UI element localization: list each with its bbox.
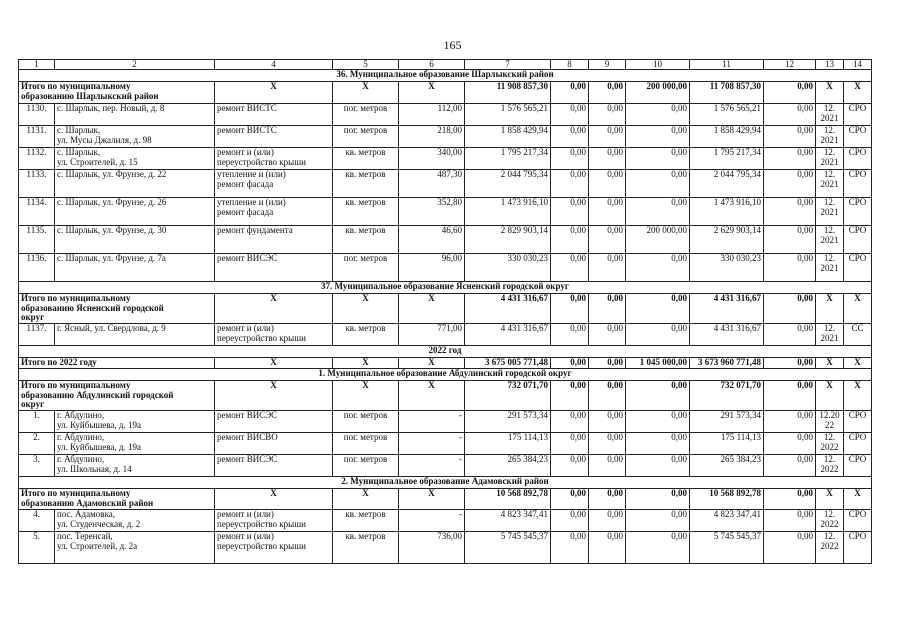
table-cell: с. Шарлык, пер. Новый, д. 8 <box>55 104 215 126</box>
table-cell: пос. Теренсай, ул. Строителей, д. 2а <box>55 532 215 564</box>
table-cell: 1133. <box>19 170 55 198</box>
total-cell: 10 568 892,78 <box>465 489 551 510</box>
table-cell: 0,00 <box>551 532 589 564</box>
table-cell: 0,00 <box>551 433 589 455</box>
table-cell: ремонт и (или) переустройство крыши <box>215 532 333 564</box>
table-cell: 0,00 <box>551 510 589 532</box>
table-cell: 1 858 429,94 <box>690 126 764 148</box>
table-cell: СРО <box>844 510 872 532</box>
table-cell: 2 629 903,14 <box>690 226 764 254</box>
total-cell: 4 431 316,67 <box>690 294 764 324</box>
table-cell: 0,00 <box>764 198 816 226</box>
table-cell: 12. 2021 <box>816 104 844 126</box>
table-cell: 0,00 <box>551 324 589 346</box>
total-cell: 0,00 <box>764 381 816 411</box>
table-cell: утепление и (или) ремонт фасада <box>215 198 333 226</box>
table-cell: пос. Адамовка, ул. Студенческая, д. 2 <box>55 510 215 532</box>
table-cell: кв. метров <box>333 198 399 226</box>
total-cell: Х <box>333 489 399 510</box>
table-cell: 0,00 <box>626 532 690 564</box>
table-cell: 0,00 <box>589 324 626 346</box>
table-cell: 0,00 <box>626 433 690 455</box>
table-cell: СРО <box>844 226 872 254</box>
table-cell: ремонт ВИСЭС <box>215 254 333 282</box>
table-cell: 12. 2021 <box>816 148 844 170</box>
table-cell: утепление и (или) ремонт фасада <box>215 170 333 198</box>
table-cell: 12.20 22 <box>816 411 844 433</box>
column-number: 1 <box>19 60 55 70</box>
total-label: Итого по муниципальному образованию Адамовский район <box>19 489 215 510</box>
table-cell: 0,00 <box>626 148 690 170</box>
total-cell: Х <box>333 294 399 324</box>
table-cell: 0,00 <box>764 532 816 564</box>
total-label: Итого по 2022 году <box>19 358 215 369</box>
table-cell: 46,60 <box>399 226 465 254</box>
table-cell: 0,00 <box>589 433 626 455</box>
total-cell: 0,00 <box>551 381 589 411</box>
total-row <box>19 381 872 411</box>
table-cell: 291 573,34 <box>465 411 551 433</box>
table-cell: СРО <box>844 148 872 170</box>
column-number: 5 <box>333 60 399 70</box>
total-cell: 0,00 <box>589 381 626 411</box>
table-cell: 291 573,34 <box>690 411 764 433</box>
table-cell: ремонт ВИСЭС <box>215 455 333 477</box>
table-row <box>19 126 872 148</box>
table-cell: 0,00 <box>764 324 816 346</box>
total-cell: Х <box>399 294 465 324</box>
table-cell: 0,00 <box>589 254 626 282</box>
total-cell: 732 071,70 <box>690 381 764 411</box>
table-cell: 4. <box>19 510 55 532</box>
total-cell: 0,00 <box>626 489 690 510</box>
table-row <box>19 433 872 455</box>
table-cell: пог. метров <box>333 433 399 455</box>
table-cell: 1130. <box>19 104 55 126</box>
table-cell: кв. метров <box>333 226 399 254</box>
total-cell: Х <box>215 489 333 510</box>
table-cell: с. Шарлык, ул. Строителей, д. 15 <box>55 148 215 170</box>
table-cell: 0,00 <box>551 226 589 254</box>
total-cell: 0,00 <box>551 358 589 369</box>
table-cell: 12. 2021 <box>816 226 844 254</box>
total-cell: Х <box>816 358 844 369</box>
table-cell: ремонт ВИСЭС <box>215 411 333 433</box>
table-cell: ремонт фундамента <box>215 226 333 254</box>
table-cell: СРО <box>844 104 872 126</box>
table-cell: 0,00 <box>589 532 626 564</box>
table-cell: 0,00 <box>626 254 690 282</box>
table-cell: 1132. <box>19 148 55 170</box>
table-cell: 0,00 <box>764 510 816 532</box>
table-cell: 2 044 795,34 <box>465 170 551 198</box>
table-cell: 736,00 <box>399 532 465 564</box>
table-cell: 340,00 <box>399 148 465 170</box>
table-cell: кв. метров <box>333 324 399 346</box>
table-cell: 0,00 <box>764 455 816 477</box>
table-cell: 0,00 <box>626 198 690 226</box>
total-cell: 0,00 <box>764 294 816 324</box>
table-cell: 265 384,23 <box>465 455 551 477</box>
table-cell: СС <box>844 324 872 346</box>
table-cell: г. Ясный, ул. Свердлова, д. 9 <box>55 324 215 346</box>
total-row <box>19 294 872 324</box>
total-cell: Х <box>399 82 465 104</box>
column-number: 14 <box>844 60 872 70</box>
total-cell: Х <box>399 381 465 411</box>
table-cell: ремонт и (или) переустройство крыши <box>215 324 333 346</box>
table-cell: 0,00 <box>589 411 626 433</box>
table-cell: 1 576 565,21 <box>465 104 551 126</box>
table-cell: 1 473 916,10 <box>690 198 764 226</box>
total-cell: Х <box>215 82 333 104</box>
total-cell: 732 071,70 <box>465 381 551 411</box>
table-cell: пог. метров <box>333 411 399 433</box>
table-cell: кв. метров <box>333 148 399 170</box>
total-cell: 3 675 005 771,48 <box>465 358 551 369</box>
total-cell: 11 908 857,30 <box>465 82 551 104</box>
section-title: 1. Муниципальное образование Абдулинский городской округ <box>19 369 872 381</box>
table-cell: 771,00 <box>399 324 465 346</box>
total-cell: Х <box>844 82 872 104</box>
table-cell: с. Шарлык, ул. Фрунзе, д. 30 <box>55 226 215 254</box>
table-cell: 4 823 347,41 <box>690 510 764 532</box>
table-cell: ремонт и (или) переустройство крыши <box>215 148 333 170</box>
table-cell: 330 030,23 <box>690 254 764 282</box>
column-number: 11 <box>690 60 764 70</box>
table-cell: 0,00 <box>764 433 816 455</box>
column-number: 8 <box>551 60 589 70</box>
section-title: 2022 год <box>19 346 872 358</box>
total-cell: Х <box>333 381 399 411</box>
table-cell: 2 044 795,34 <box>690 170 764 198</box>
table-cell: 0,00 <box>764 254 816 282</box>
total-row <box>19 82 872 104</box>
total-cell: Х <box>816 381 844 411</box>
table-cell: 12. 2021 <box>816 126 844 148</box>
table-cell: 1 576 565,21 <box>690 104 764 126</box>
total-cell: Х <box>844 294 872 324</box>
table-cell: с. Шарлык, ул. Мусы Джалиля, д. 98 <box>55 126 215 148</box>
total-cell: 0,00 <box>626 294 690 324</box>
table-cell: 0,00 <box>626 126 690 148</box>
total-cell: 0,00 <box>626 381 690 411</box>
total-cell: Х <box>215 358 333 369</box>
table-cell: СРО <box>844 433 872 455</box>
table-cell: 0,00 <box>551 254 589 282</box>
table-cell: 12. 2021 <box>816 170 844 198</box>
capital-repair-table <box>18 59 872 564</box>
table-cell: - <box>399 510 465 532</box>
table-cell: 0,00 <box>764 126 816 148</box>
table-cell: 12. 2022 <box>816 532 844 564</box>
total-cell: 0,00 <box>764 82 816 104</box>
table-cell: 112,00 <box>399 104 465 126</box>
table-cell: с. Шарлык, ул. Фрунзе, д. 7а <box>55 254 215 282</box>
table-cell: 3. <box>19 455 55 477</box>
table-cell: г. Абдулино, ул. Куйбышева, д. 19а <box>55 411 215 433</box>
table-cell: СРО <box>844 170 872 198</box>
total-cell: 0,00 <box>589 358 626 369</box>
total-cell: 0,00 <box>764 489 816 510</box>
total-cell: Х <box>844 489 872 510</box>
table-cell: 0,00 <box>764 148 816 170</box>
table-cell: 0,00 <box>589 510 626 532</box>
table-cell: 200 000,00 <box>626 226 690 254</box>
total-cell: 0,00 <box>551 294 589 324</box>
table-cell: 12. 2021 <box>816 198 844 226</box>
table-cell: - <box>399 433 465 455</box>
table-cell: 1137. <box>19 324 55 346</box>
table-cell: 0,00 <box>551 126 589 148</box>
table-cell: 265 384,23 <box>690 455 764 477</box>
table-cell: 5 745 545,37 <box>465 532 551 564</box>
table-cell: 4 431 316,67 <box>690 324 764 346</box>
table-cell: 0,00 <box>589 198 626 226</box>
column-number-row <box>19 60 872 70</box>
table-cell: СРО <box>844 455 872 477</box>
total-cell: 0,00 <box>589 489 626 510</box>
total-cell: 11 708 857,30 <box>690 82 764 104</box>
section-title: 2. Муниципальное образование Адамовский район <box>19 477 872 489</box>
total-cell: 0,00 <box>589 82 626 104</box>
total-label: Итого по муниципальному образованию Шарлыкский район <box>19 82 215 104</box>
column-number: 2 <box>55 60 215 70</box>
total-row <box>19 489 872 510</box>
total-cell: Х <box>844 381 872 411</box>
table-cell: 1 858 429,94 <box>465 126 551 148</box>
total-cell: Х <box>844 358 872 369</box>
table-cell: 0,00 <box>589 104 626 126</box>
table-cell: 0,00 <box>626 455 690 477</box>
total-cell: 0,00 <box>551 489 589 510</box>
total-cell: 1 045 000,00 <box>626 358 690 369</box>
table-cell: 4 431 316,67 <box>465 324 551 346</box>
total-cell: Х <box>399 358 465 369</box>
table-cell: 4 823 347,41 <box>465 510 551 532</box>
table-cell: г. Абдулино, ул. Школьная, д. 14 <box>55 455 215 477</box>
table-cell: 96,00 <box>399 254 465 282</box>
table-cell: 0,00 <box>764 226 816 254</box>
table-cell: 0,00 <box>551 411 589 433</box>
table-cell: 0,00 <box>551 104 589 126</box>
table-cell: 1134. <box>19 198 55 226</box>
column-number: 9 <box>589 60 626 70</box>
table-cell: 0,00 <box>626 170 690 198</box>
table-cell: 0,00 <box>589 170 626 198</box>
total-cell: Х <box>215 381 333 411</box>
total-cell: Х <box>333 82 399 104</box>
table-cell: пог. метров <box>333 104 399 126</box>
table-cell: 0,00 <box>626 104 690 126</box>
table-cell: пог. метров <box>333 126 399 148</box>
total-cell: 3 673 960 771,48 <box>690 358 764 369</box>
table-cell: СРО <box>844 254 872 282</box>
table-cell: 0,00 <box>626 324 690 346</box>
table-row <box>19 226 872 254</box>
total-cell: Х <box>333 358 399 369</box>
table-row <box>19 104 872 126</box>
table-cell: 1 795 217,34 <box>690 148 764 170</box>
total-cell: 0,00 <box>764 358 816 369</box>
table-cell: 1131. <box>19 126 55 148</box>
table-cell: пог. метров <box>333 254 399 282</box>
table-cell: 2 829 903,14 <box>465 226 551 254</box>
table-row <box>19 254 872 282</box>
total-label: Итого по муниципальному образованию Ясненский городской округ <box>19 294 215 324</box>
table-cell: 1 795 217,34 <box>465 148 551 170</box>
table-cell: 352,80 <box>399 198 465 226</box>
table-cell: 330 030,23 <box>465 254 551 282</box>
table-cell: СРО <box>844 198 872 226</box>
table-cell: пог. метров <box>333 455 399 477</box>
column-number: 13 <box>816 60 844 70</box>
table-cell: СРО <box>844 126 872 148</box>
table-cell: 12. 2022 <box>816 510 844 532</box>
total-cell: Х <box>816 294 844 324</box>
table-cell: 1135. <box>19 226 55 254</box>
table-cell: 5 745 545,37 <box>690 532 764 564</box>
total-cell: Х <box>816 82 844 104</box>
table-cell: 0,00 <box>551 455 589 477</box>
table-cell: СРО <box>844 411 872 433</box>
table-cell: 218,00 <box>399 126 465 148</box>
table-cell: 487,30 <box>399 170 465 198</box>
table-cell: 0,00 <box>589 126 626 148</box>
table-cell: ремонт ВИСТС <box>215 126 333 148</box>
total-cell: Х <box>816 489 844 510</box>
table-cell: 1 473 916,10 <box>465 198 551 226</box>
total-cell: 0,00 <box>589 294 626 324</box>
table-row <box>19 411 872 433</box>
table-cell: 0,00 <box>589 455 626 477</box>
table-cell: 1. <box>19 411 55 433</box>
section-header-row <box>19 477 872 489</box>
table-cell: 0,00 <box>764 411 816 433</box>
section-header-row <box>19 346 872 358</box>
section-header-row <box>19 369 872 381</box>
table-cell: 0,00 <box>626 411 690 433</box>
table-row <box>19 455 872 477</box>
table-row <box>19 198 872 226</box>
section-header-row <box>19 282 872 294</box>
table-cell: 0,00 <box>764 104 816 126</box>
table-cell: 0,00 <box>551 198 589 226</box>
table-cell: кв. метров <box>333 532 399 564</box>
table-cell: 175 114,13 <box>465 433 551 455</box>
column-number: 6 <box>399 60 465 70</box>
table-cell: с. Шарлык, ул. Фрунзе, д. 22 <box>55 170 215 198</box>
table-cell: ремонт и (или) переустройство крыши <box>215 510 333 532</box>
column-number: 10 <box>626 60 690 70</box>
table-row <box>19 510 872 532</box>
total-row <box>19 358 872 369</box>
table-cell: 2. <box>19 433 55 455</box>
section-title: 37. Муниципальное образование Ясненский городской округ <box>19 282 872 294</box>
table-cell: - <box>399 455 465 477</box>
table-cell: ремонт ВИСТС <box>215 104 333 126</box>
table-cell: 0,00 <box>551 170 589 198</box>
section-title: 36. Муниципальное образование Шарлыкский район <box>19 70 872 82</box>
table-cell: - <box>399 411 465 433</box>
table-cell: 0,00 <box>764 170 816 198</box>
table-cell: 5. <box>19 532 55 564</box>
total-cell: Х <box>215 294 333 324</box>
table-row <box>19 324 872 346</box>
total-cell: Х <box>399 489 465 510</box>
total-cell: 10 568 892,78 <box>690 489 764 510</box>
table-cell: 175 114,13 <box>690 433 764 455</box>
column-number: 4 <box>215 60 333 70</box>
table-cell: 0,00 <box>551 148 589 170</box>
column-number: 12 <box>764 60 816 70</box>
total-cell: 200 000,00 <box>626 82 690 104</box>
table-cell: СРО <box>844 532 872 564</box>
table-cell: ремонт ВИСВО <box>215 433 333 455</box>
table-cell: г. Абдулино, ул. Куйбышева, д. 19а <box>55 433 215 455</box>
table-cell: 12. 2022 <box>816 433 844 455</box>
table-cell: с. Шарлык, ул. Фрунзе, д. 26 <box>55 198 215 226</box>
table-row <box>19 148 872 170</box>
table-cell: 12. 2022 <box>816 455 844 477</box>
total-label: Итого по муниципальному образованию Абдулинский городской округ <box>19 381 215 411</box>
table-cell: 0,00 <box>626 510 690 532</box>
column-number: 7 <box>465 60 551 70</box>
table-row <box>19 532 872 564</box>
table-cell: 12. 2021 <box>816 324 844 346</box>
table-cell: 12. 2021 <box>816 254 844 282</box>
page-number: 165 <box>443 38 462 52</box>
table-cell: 1136. <box>19 254 55 282</box>
table-cell: 0,00 <box>589 226 626 254</box>
table-cell: кв. метров <box>333 170 399 198</box>
total-cell: 4 431 316,67 <box>465 294 551 324</box>
section-header-row <box>19 70 872 82</box>
table-cell: кв. метров <box>333 510 399 532</box>
table-cell: 0,00 <box>589 148 626 170</box>
total-cell: 0,00 <box>551 82 589 104</box>
table-row <box>19 170 872 198</box>
